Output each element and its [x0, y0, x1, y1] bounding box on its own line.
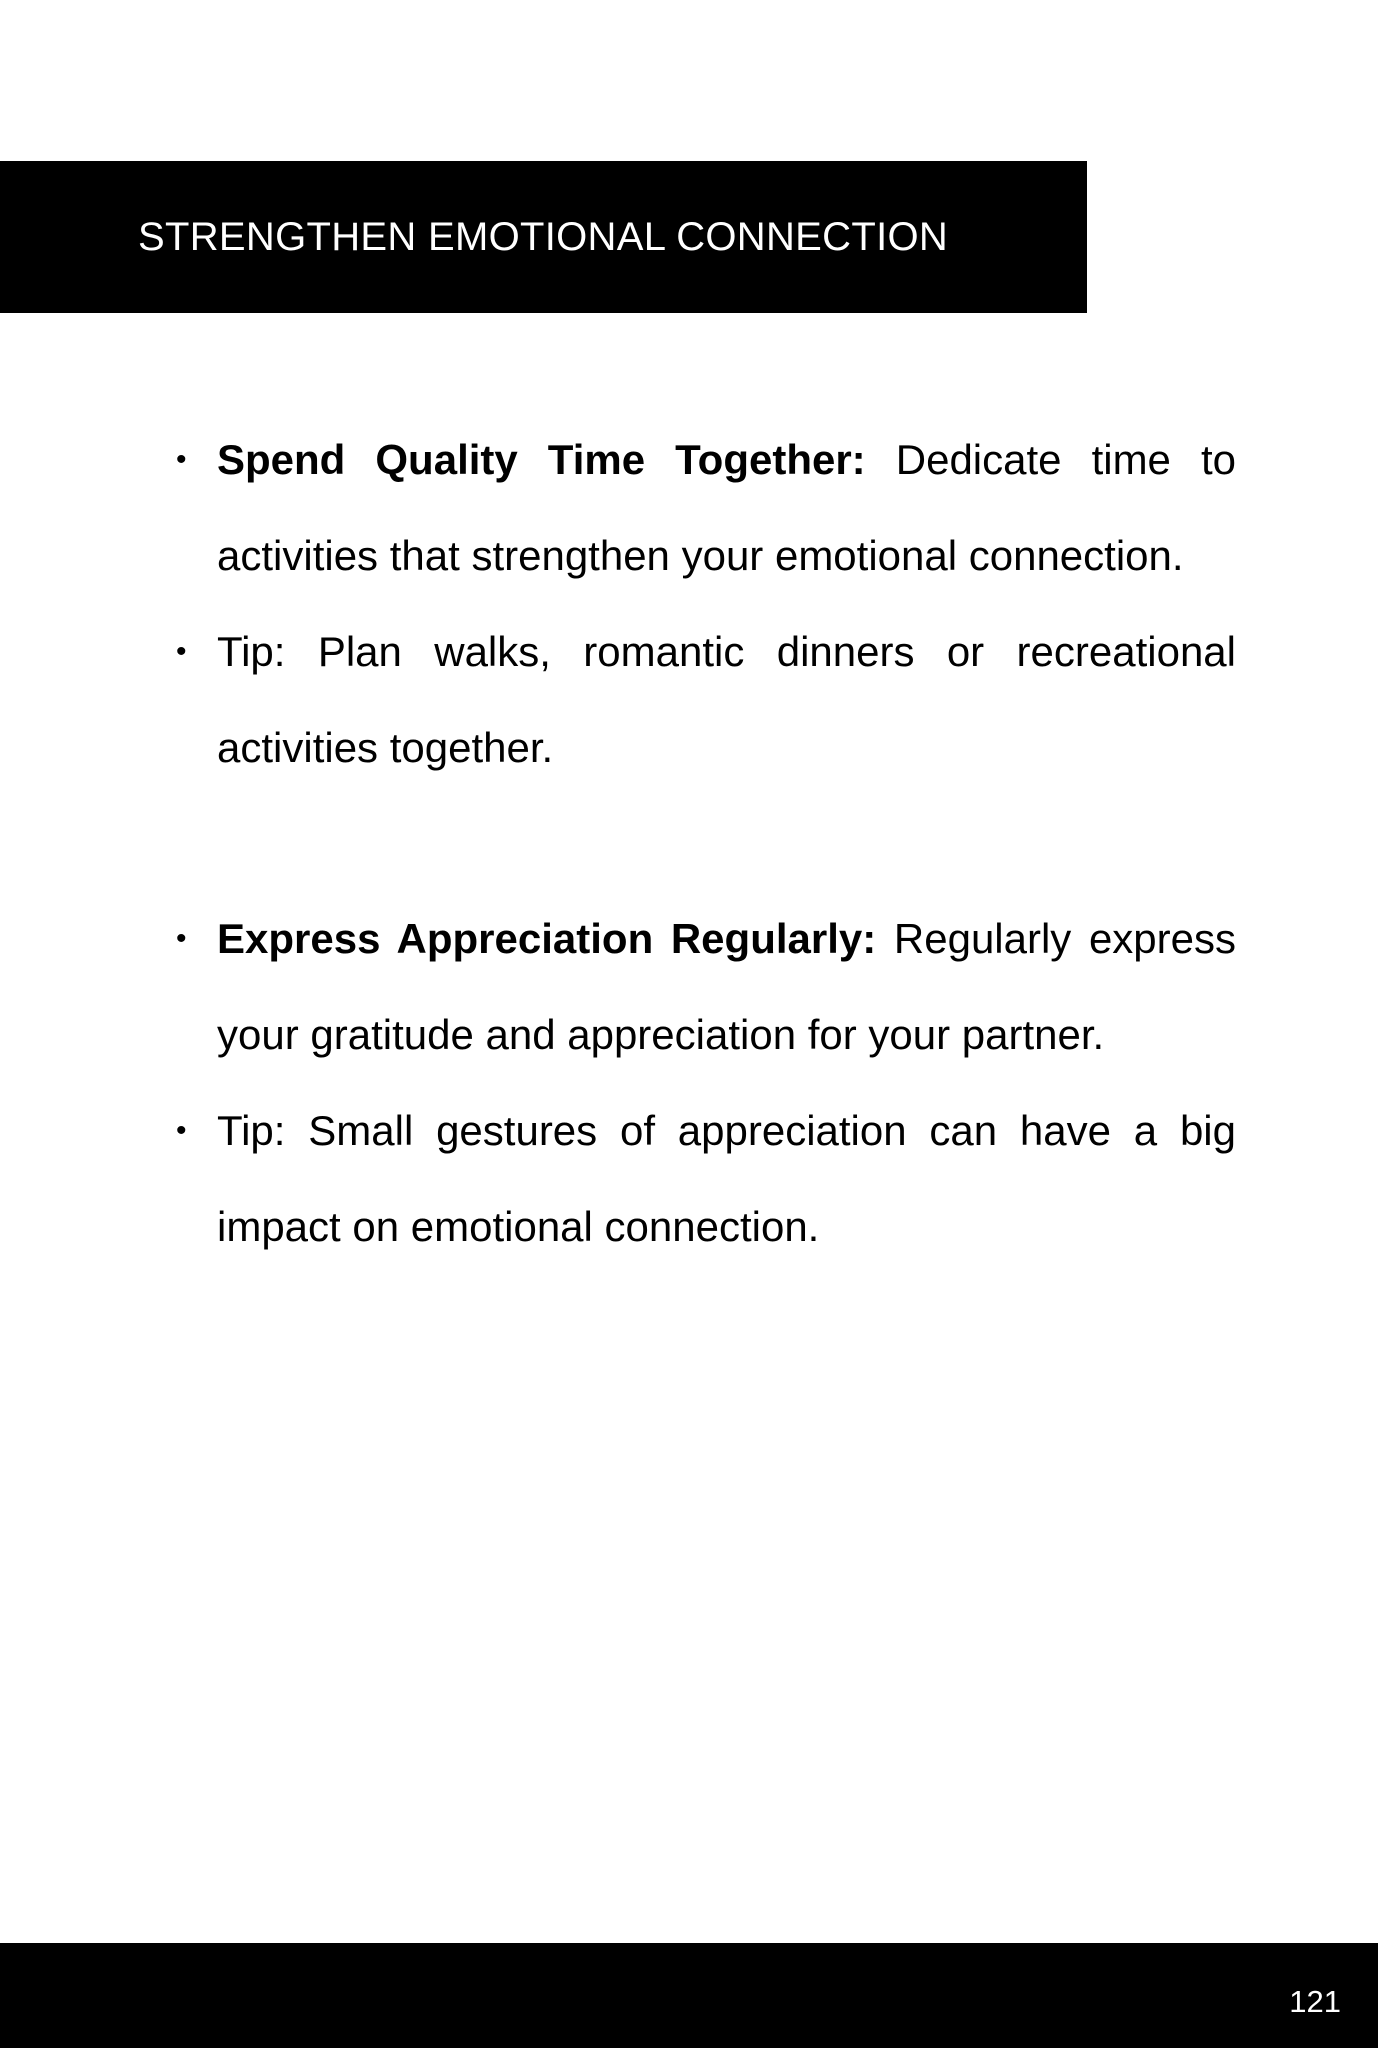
page-title: STRENGTHEN EMOTIONAL CONNECTION [138, 214, 949, 259]
list-item-tip [176, 604, 1236, 796]
item-tip: Tip: Plan walks, romantic dinners or recreational activities together. [217, 628, 1236, 771]
list-item-tip [176, 1083, 1236, 1275]
footer-bar [0, 1943, 1378, 2048]
item-heading: Express Appreciation Regularly: [217, 915, 877, 962]
section-spacer [176, 796, 1236, 891]
title-banner [0, 161, 1087, 313]
content-list [176, 412, 1236, 1275]
item-heading: Spend Quality Time Together: [217, 436, 866, 483]
page-number: 121 [1289, 1984, 1341, 2019]
list-item-main [176, 412, 1236, 604]
item-body: Dedicate time to activities that strengthen your emotional connection. [217, 436, 1236, 579]
list-item-main [176, 891, 1236, 1083]
item-tip: Tip: Small gestures of appreciation can have a big impact on emotional connection. [217, 1107, 1236, 1250]
item-body: Regularly express your gratitude and appreciation for your partner. [217, 915, 1236, 1058]
